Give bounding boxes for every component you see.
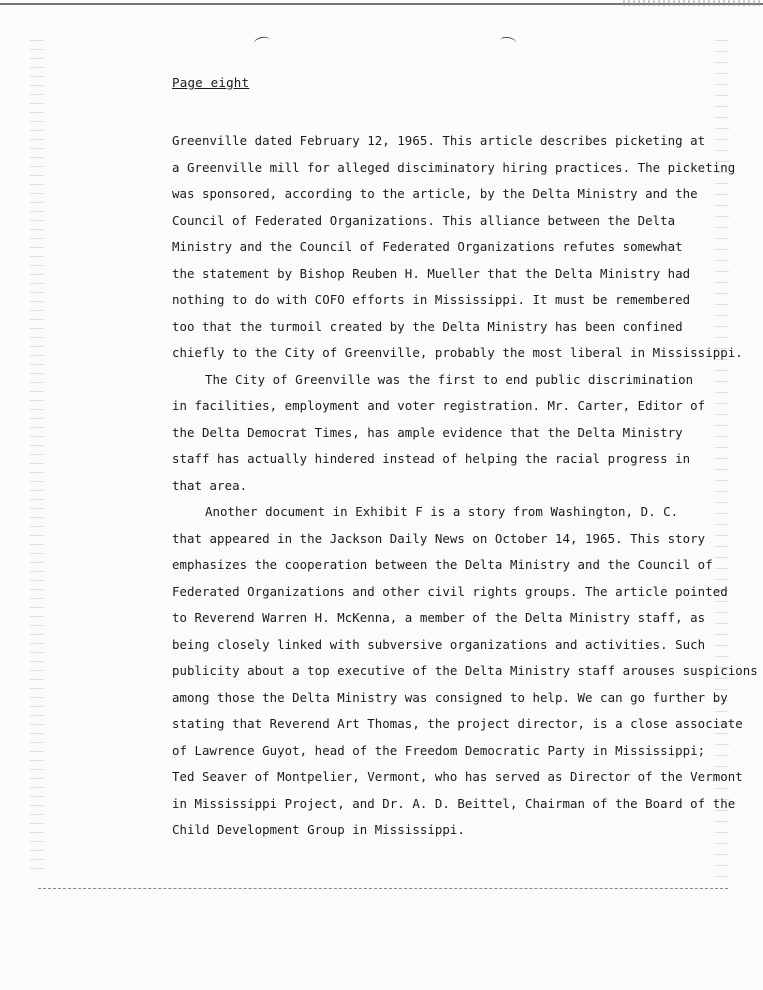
scan-noise [623, 0, 763, 6]
text-line: Ministry and the Council of Federated Organizations refutes somewhat [172, 239, 683, 254]
text-line: was sponsored, according to the article, by the Delta Ministry and the [172, 186, 698, 201]
text-line: The City of Greenville was the first to end public discrimination [205, 371, 694, 387]
text-line: Council of Federated Organizations. This alliance between the Delta [172, 212, 676, 228]
text-line: in Mississippi Project, and Dr. A. D. Beittel, Chairman of the Board of the [172, 795, 736, 811]
text-line: Ted Seaver of Montpelier, Vermont, who has served as Director of the Vermont [172, 769, 743, 784]
text-line: that area. [172, 477, 248, 493]
text-line: being closely linked with subversive organizations and activities. Such [172, 636, 706, 652]
text-line: publicity about a top executive of the Delta Ministry staff arouses suspicions [172, 663, 758, 678]
text-line: Another document in Exhibit F is a story from Washington, D. C. [205, 504, 679, 519]
text-line: staff has actually hindered instead of helping the racial progress in [172, 451, 691, 466]
text-line: chiefly to the City of Greenville, probably the most liberal in Mississippi. [172, 345, 743, 360]
scan-mark-right [499, 36, 516, 48]
text-line: of Lawrence Guyot, head of the Freedom Democratic Party in Mississippi; [172, 742, 706, 758]
text-line: a Greenville mill for alleged disciminatory hiring practices. The picketing [172, 159, 736, 175]
text-line: that appeared in the Jackson Daily News on October 14, 1965. This story [172, 530, 706, 546]
text-line: the Delta Democrat Times, has ample evidence that the Delta Ministry [172, 424, 683, 440]
bottom-rule [38, 888, 728, 890]
text-line: too that the turmoil created by the Delta Ministry has been confined [172, 318, 683, 334]
text-line: Federated Organizations and other civil rights groups. The article pointed [172, 583, 728, 599]
text-line: to Reverend Warren H. McKenna, a member of the Delta Ministry staff, as [172, 610, 706, 625]
text-line: emphasizes the cooperation between the Delta Ministry and the Council of [172, 557, 713, 572]
text-line: stating that Reverend Art Thomas, the project director, is a close associate [172, 716, 743, 731]
scan-mark-left [253, 35, 271, 47]
text-line: Child Development Group in Mississippi. [172, 822, 465, 837]
page-heading: Page eight [172, 75, 250, 90]
text-line: in facilities, employment and voter registration. Mr. Carter, Editor of [172, 398, 706, 413]
text-line: among those the Delta Ministry was consigned to help. We can go further by [172, 689, 728, 705]
text-line: Greenville dated February 12, 1965. This article describes picketing at [172, 133, 706, 148]
text-line: the statement by Bishop Reuben H. Mueller that the Delta Ministry had [172, 265, 691, 281]
text-line: nothing to do with COFO efforts in Mississippi. It must be remembered [172, 292, 691, 307]
body-text [172, 128, 758, 844]
scan-left-margin-specks [30, 40, 44, 870]
